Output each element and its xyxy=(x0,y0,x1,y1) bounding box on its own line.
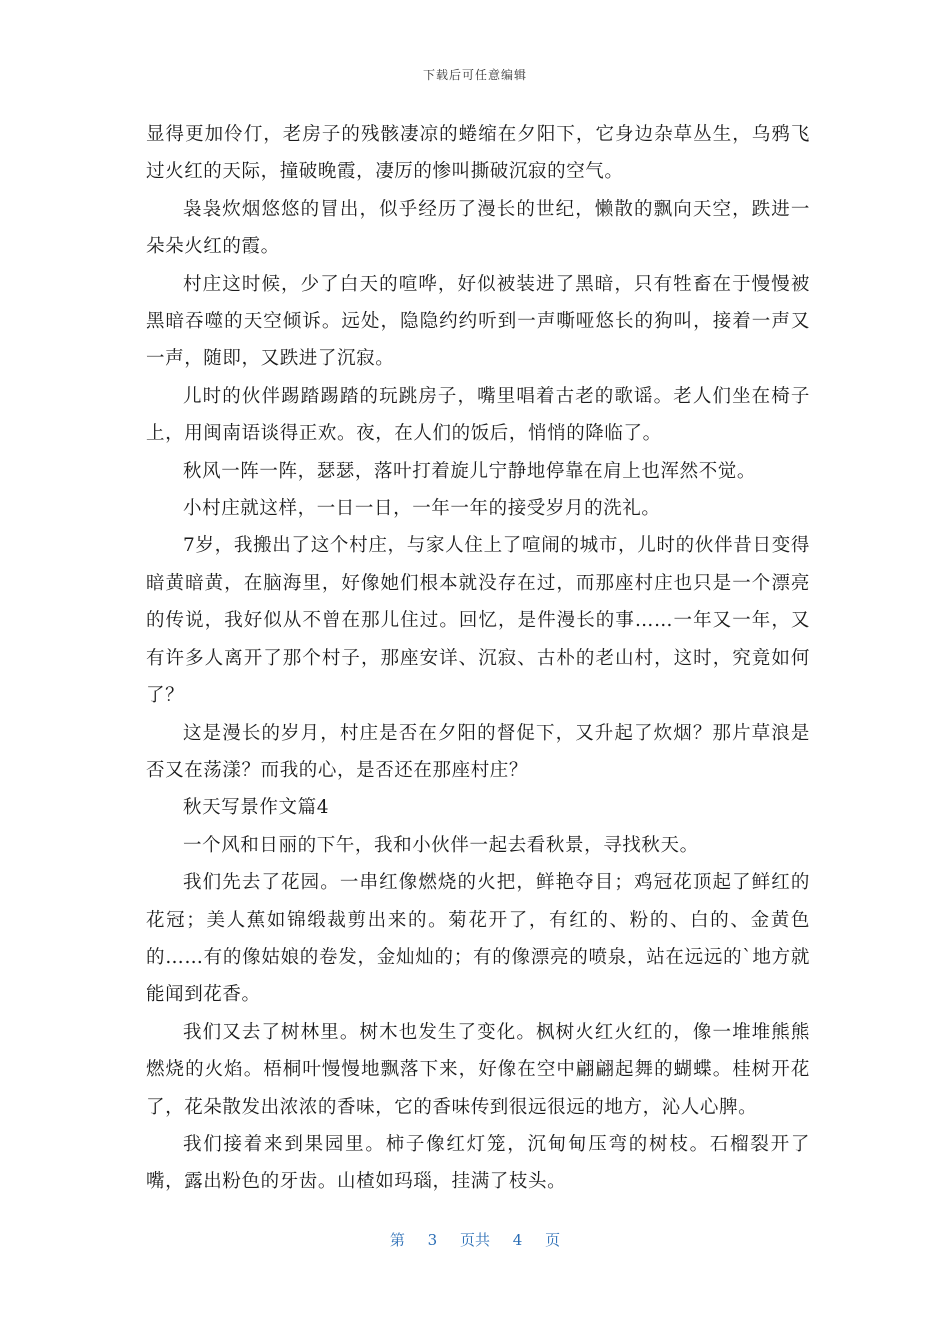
current-page-number: 3 xyxy=(427,1231,438,1249)
paragraph: 袅袅炊烟悠悠的冒出，似乎经历了漫长的世纪，懒散的飘向天空，跌进一朵朵火红的霞。 xyxy=(146,198,810,258)
paragraph: 小村庄就这样，一日一日，一年一年的接受岁月的洗礼。 xyxy=(183,498,661,520)
paragraph: 7岁，我搬出了这个村庄，与家人住上了喧闹的城市，儿时的伙伴昔日变得暗黄暗黄，在脑海里，好像她们根本就没存在过，而那座村庄也只是一个漂亮的传说，我好似从不曾在那儿住过。回忆，是件漫长的事……一年又一年，又有许多人离开了那个村子，那座安详、沉寂、古朴的老山村，这时，究竟如何了？ xyxy=(146,535,810,707)
paragraph: 儿时的伙伴踢踏踢踏的玩跳房子，嘴里唱着古老的歌谣。老人们坐在椅子上，用闽南语谈得正欢。夜，在人们的饭后，悄悄的降临了。 xyxy=(146,385,810,445)
paragraph: 我们接着来到果园里。柿子像红灯笼，沉甸甸压弯的树枝。石榴裂开了嘴，露出粉色的牙齿。山楂如玛瑙，挂满了枝头。 xyxy=(146,1133,810,1193)
section-heading: 秋天写景作文篇4 xyxy=(183,797,330,819)
paragraph: 一个风和日丽的下午，我和小伙伴一起去看秋景，寻找秋天。 xyxy=(183,834,699,856)
page-label-suffix: 页 xyxy=(545,1231,561,1249)
paragraph: 这是漫长的岁月，村庄是否在夕阳的督促下，又升起了炊烟？那片草浪是否又在荡漾？而我的心，是否还在那座村庄？ xyxy=(146,722,810,781)
total-page-count: 4 xyxy=(512,1231,523,1249)
page-label-prefix: 第 xyxy=(389,1231,405,1249)
page-footer xyxy=(0,1229,950,1250)
page-label-mid: 页共 xyxy=(459,1231,490,1249)
paragraph: 我们先去了花园。一串红像燃烧的火把，鲜艳夺目；鸡冠花顶起了鲜红的花冠；美人蕉如锦缎裁剪出来的。菊花开了，有红的、粉的、白的、金黄色的……有的像姑娘的卷发，金灿灿的；有的像漂亮的喷泉，站在远远的`地方就能闻到花香。 xyxy=(146,872,810,1006)
paragraph: 村庄这时候，少了白天的喧哗，好似被装进了黑暗，只有牲畜在于慢慢被黑暗吞噬的天空倾诉。远处，隐隐约约听到一声嘶哑悠长的狗叫，接着一声又一声，随即，又跌进了沉寂。 xyxy=(146,273,810,370)
page-header: 下载后可任意编辑 xyxy=(422,68,527,82)
paragraph: 秋风一阵一阵，瑟瑟，落叶打着旋儿宁静地停靠在肩上也浑然不觉。 xyxy=(183,460,757,482)
paragraph-continued: 显得更加伶仃，老房子的残骸凄凉的蜷缩在夕阳下，它身边杂草丛生，乌鸦飞过火红的天际，撞破晚霞，凄厉的惨叫撕破沉寂的空气。 xyxy=(146,124,810,183)
document-body xyxy=(146,116,810,1201)
paragraph: 我们又去了树林里。树木也发生了变化。枫树火红火红的，像一堆堆熊熊燃烧的火焰。梧桐叶慢慢地飘落下来，好像在空中翩翩起舞的蝴蝶。桂树开花了，花朵散发出浓浓的香味，它的香味传到很远很远的地方，沁人心脾。 xyxy=(146,1021,810,1118)
